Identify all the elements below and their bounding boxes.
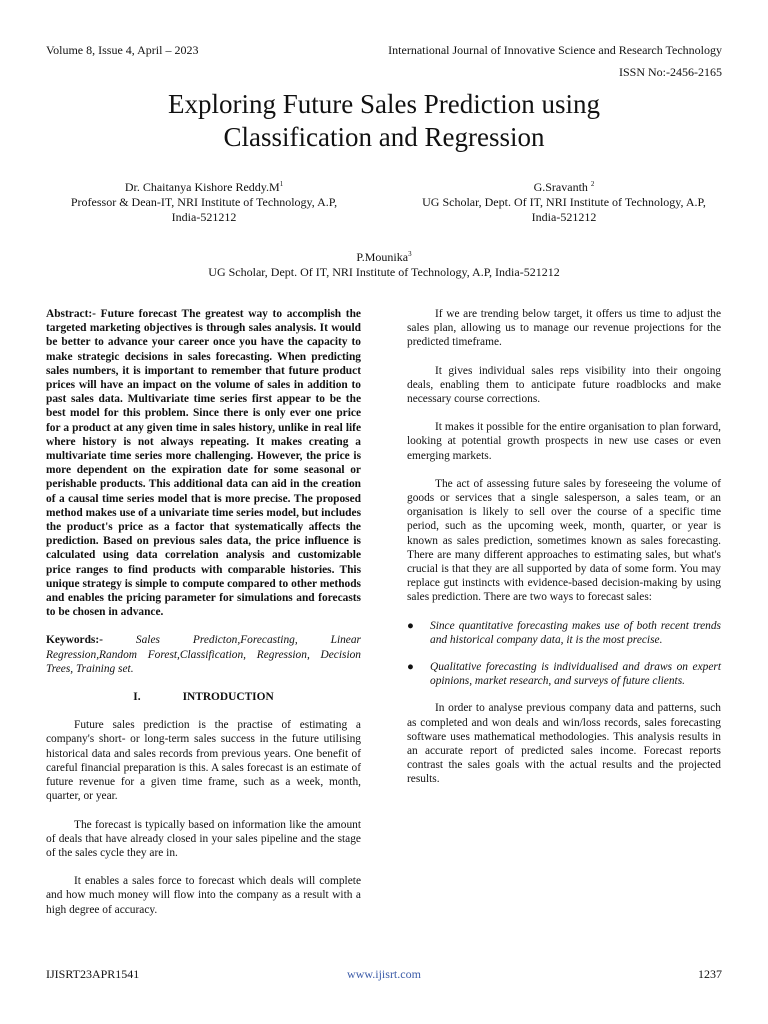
author-affiliation: India-521212 [531, 210, 597, 224]
author-3 [0, 250, 768, 280]
paper-code: IJISRT23APR1541 [46, 967, 140, 981]
journal-name: International Journal of Innovative Science and Research Technology [388, 43, 722, 57]
keywords-label: Keywords:- [46, 634, 103, 647]
title-line-2: Classification and Regression [223, 122, 545, 152]
paragraph: Future sales prediction is the practise of estimating a company's short- or long-term sales success in the future utilising historical data and sales records from previous years. One benefit of careful financial preparation is this. A sales forecast is an estimate of future revenue for a given time frame, such as a week, month, quarter, or year. [46, 719, 361, 803]
section-heading [46, 690, 361, 704]
author-sup: 1 [279, 180, 284, 188]
author-sup: 2 [590, 180, 595, 188]
left-column [46, 307, 361, 931]
page-number: 1237 [698, 967, 722, 981]
paragraph: If we are trending below target, it offers us time to adjust the sales plan, allowing us to manage our revenue projections for the predicted timeframe. [407, 308, 721, 349]
title-line-1: Exploring Future Sales Prediction using [168, 89, 600, 119]
keywords-text: Sales Predicton,Forecasting, Linear Regression,Random Forest,Classification, Regression, Decision Trees, Training set. [46, 634, 361, 675]
list-item-text: Qualitative forecasting is individualised and draws on expert opinions, market research, and surveys of future clients. [430, 661, 721, 688]
issn: ISSN No:-2456-2165 [618, 65, 722, 79]
keywords [46, 633, 361, 676]
section-title: INTRODUCTION [182, 691, 274, 704]
author-2 [400, 180, 728, 225]
paragraph: The act of assessing future sales by foreseeing the volume of goods or services that a single salesperson, a sales team, or an organisation is likely to sell over the course of a specific time period, such as the upcoming week, month, quarter, or year is known as sales prediction, sometimes known as sales forecasting. There are many different approaches to estimating sales, but what's crucial is that they are all supported by data of some form. You may replace gut instincts with evidence-based decision-making by using sales prediction. There are two ways to forecast sales: [407, 477, 721, 604]
list-item [407, 619, 721, 647]
author-affiliation: UG Scholar, Dept. Of IT, NRI Institute of Technology, A.P, India-521212 [208, 265, 560, 279]
paragraph: It makes it possible for the entire organisation to plan forward, looking at potential growth prospects in new use cases or even emerging markets. [407, 421, 721, 462]
author-1 [46, 180, 362, 225]
author-sup: 3 [408, 250, 412, 258]
paragraph: It enables a sales force to forecast which deals will complete and how much money will flow into the company as a result with a high degree of accuracy. [46, 875, 361, 916]
author-name: Dr. Chaitanya Kishore Reddy.M [124, 180, 280, 194]
abstract: Abstract:- Future forecast The greatest way to accomplish the targeted marketing objectives is through sales analysis. It would be better to advance your career once you have the capacity to make strategic decisions in sales forecasting. When predicting sales numbers, it is important to remember that future product prices will have an impact on the volume of sales in addition to past sales data. Multivariate time series first appear to be the best model for this problem. Since there is only ever one price for a product at any given time in sales history, unlike in real life where history is not always repeating. It makes creating a multivariate time series more challenging. However, the price is more dependent on the expiration date for some seasonal or perishable products. This additional data can aid in the creation of a causal time series model that is more precise. The proposed method makes use of a univariate time series model, but includes the product's price as a factor that systematically affects the prediction. Based on previous sales data, the price influence is calculated using data correlation analysis and customizable price ranges to find products with comparable histories. This unique strategy is simple to compute compared to other methods and enables the pricing parameter for simulations and forecasts to be chosen in advance. [46, 308, 361, 619]
paragraph: In order to analyse previous company data and patterns, such as completed and won deals and win/loss records, sales forecasting software uses mathematical methodologies. This analysis results in an accurate report of predicted sales income. Forecast reports contrast the sales goals with the actual results and the projected results. [407, 702, 721, 786]
author-affiliation: India-521212 [171, 210, 237, 224]
list-item-text: Since quantitative forecasting makes use of both recent trends and historical company data, it is the most precise. [430, 619, 721, 646]
bullet-icon: ● [407, 619, 414, 632]
list-item [407, 660, 721, 688]
right-column [407, 307, 721, 801]
journal-website-link[interactable]: www.ijisrt.com [347, 967, 421, 981]
bullet-list [407, 619, 721, 689]
section-number: I. [133, 691, 141, 704]
paper-title [0, 88, 768, 154]
author-name: P.Mounika [356, 250, 409, 264]
volume-info: Volume 8, Issue 4, April – 2023 [46, 43, 199, 57]
author-name: G.Sravanth [533, 180, 591, 194]
author-affiliation: Professor & Dean-IT, NRI Institute of Technology, A.P, [70, 195, 338, 209]
paragraph: It gives individual sales reps visibility into their ongoing deals, enabling them to anticipate future roadblocks and make necessary course corrections. [407, 364, 721, 406]
bullet-icon: ● [407, 661, 414, 674]
author-affiliation: UG Scholar, Dept. Of IT, NRI Institute of Technology, A.P, [422, 195, 706, 209]
paragraph: The forecast is typically based on information like the amount of deals that have already closed in your sales pipeline and the stage of the sales cycle they are in. [46, 818, 361, 859]
